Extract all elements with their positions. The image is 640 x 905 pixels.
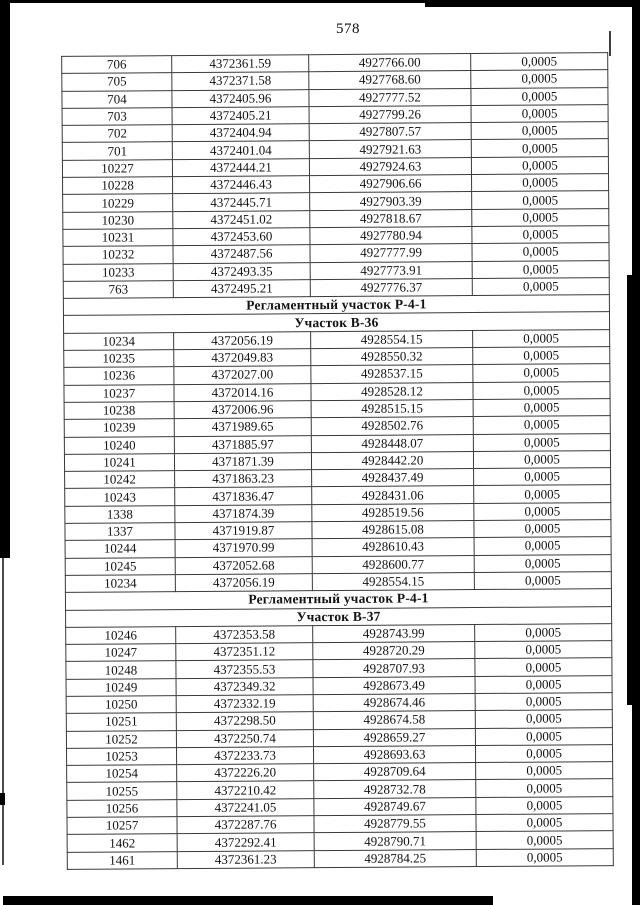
cell-x-coordinate: 4372226.20 [177,764,314,782]
cell-precision: 0,0005 [472,208,609,226]
cell-y-coordinate: 4928515.15 [311,399,473,417]
scan-artifact-top-right-edge [425,0,640,7]
cell-point-number: 10247 [66,644,176,662]
cell-precision: 0,0005 [474,554,611,572]
cell-precision: 0,0005 [474,502,611,520]
cell-point-number: 10241 [64,453,174,471]
cell-y-coordinate: 4927777.52 [309,88,471,106]
cell-y-coordinate: 4928550.32 [311,348,473,366]
cell-point-number: 10256 [67,799,177,817]
section-title: Участок В-37 [66,606,612,627]
cell-y-coordinate: 4928431.06 [312,486,474,504]
cell-precision: 0,0005 [475,710,612,728]
cell-point-number: 10236 [64,367,174,385]
cell-y-coordinate: 4927906.66 [310,175,472,193]
cell-point-number: 10232 [63,246,173,264]
scan-artifact-left-mark [0,793,5,805]
cell-x-coordinate: 4371970.99 [175,539,312,557]
cell-x-coordinate: 4371989.65 [174,418,311,436]
cell-x-coordinate: 4372014.16 [174,383,311,401]
cell-point-number: 704 [62,90,172,108]
cell-y-coordinate: 4928659.27 [313,728,475,746]
cell-point-number: 10249 [66,678,176,696]
cell-x-coordinate: 4372056.19 [174,331,311,349]
cell-y-coordinate: 4928749.67 [314,797,476,815]
cell-precision: 0,0005 [473,329,610,347]
cell-point-number: 10243 [65,488,175,506]
cell-y-coordinate: 4927903.39 [310,192,472,210]
cell-y-coordinate: 4928615.08 [312,521,474,539]
cell-x-coordinate: 4372361.23 [177,850,314,868]
cell-point-number: 10244 [65,540,175,558]
cell-y-coordinate: 4927807.57 [309,123,471,141]
cell-precision: 0,0005 [472,191,609,209]
cell-point-number: 10255 [67,782,177,800]
cell-y-coordinate: 4928674.58 [313,711,475,729]
cell-y-coordinate: 4927777.99 [310,244,472,262]
cell-x-coordinate: 4371863.23 [175,470,312,488]
cell-precision: 0,0005 [474,571,611,589]
cell-x-coordinate: 4371919.87 [175,522,312,540]
cell-y-coordinate: 4928502.76 [311,417,473,435]
cell-precision: 0,0005 [475,641,612,659]
cell-point-number: 706 [62,56,172,74]
cell-point-number: 1337 [65,523,175,541]
cell-point-number: 10234 [64,332,174,350]
scan-artifact-right-edge-wide [627,275,640,705]
cell-point-number: 10227 [62,159,172,177]
cell-precision: 0,0005 [472,226,609,244]
cell-point-number: 10254 [67,765,177,783]
cell-precision: 0,0005 [472,277,609,295]
cell-y-coordinate: 4927818.67 [310,209,472,227]
cell-x-coordinate: 4372451.02 [173,210,310,228]
cell-y-coordinate: 4928448.07 [311,434,473,452]
cell-y-coordinate: 4928743.99 [313,624,475,642]
cell-point-number: 10240 [64,436,174,454]
cell-y-coordinate: 4928519.56 [312,503,474,521]
cell-y-coordinate: 4927773.91 [310,261,472,279]
cell-point-number: 10229 [63,194,173,212]
coordinates-table [61,52,614,870]
cell-x-coordinate: 4372371.58 [172,72,309,90]
cell-precision: 0,0005 [471,139,608,157]
cell-y-coordinate: 4928790.71 [314,832,476,850]
cell-y-coordinate: 4928779.55 [314,815,476,833]
cell-point-number: 1462 [67,834,177,852]
scan-artifact-bottom-edge [3,896,493,905]
cell-precision: 0,0005 [471,70,608,88]
section-title: Участок В-36 [63,312,609,333]
cell-point-number: 10234 [65,575,175,593]
cell-point-number: 703 [62,108,172,126]
cell-precision: 0,0005 [475,693,612,711]
cell-point-number: 702 [62,125,172,143]
cell-x-coordinate: 4372027.00 [174,366,311,384]
cell-x-coordinate: 4372052.68 [175,556,312,574]
cell-y-coordinate: 4928554.15 [312,572,474,590]
cell-point-number: 1338 [65,505,175,523]
cell-y-coordinate: 4928674.46 [313,694,475,712]
cell-point-number: 10230 [63,211,173,229]
cell-precision: 0,0005 [473,450,610,468]
cell-precision: 0,0005 [474,537,611,555]
cell-precision: 0,0005 [471,87,608,105]
coordinates-table-body [62,53,614,870]
cell-x-coordinate: 4372444.21 [172,158,309,176]
cell-precision: 0,0005 [473,399,610,417]
cell-x-coordinate: 4372250.74 [176,729,313,747]
cell-y-coordinate: 4928784.25 [314,849,476,867]
cell-y-coordinate: 4928610.43 [312,538,474,556]
scan-artifact-left-edge-thin [2,558,4,865]
cell-y-coordinate: 4928707.93 [313,659,475,677]
cell-point-number: 10257 [67,817,177,835]
cell-y-coordinate: 4928673.49 [313,676,475,694]
cell-precision: 0,0005 [472,174,609,192]
cell-x-coordinate: 4372487.56 [173,245,310,263]
cell-precision: 0,0005 [476,762,613,780]
cell-x-coordinate: 4371885.97 [174,435,311,453]
cell-x-coordinate: 4372361.59 [172,55,309,73]
cell-x-coordinate: 4372332.19 [176,695,313,713]
cell-precision: 0,0005 [475,675,612,693]
cell-x-coordinate: 4372495.21 [173,280,310,298]
cell-x-coordinate: 4372241.05 [177,798,314,816]
cell-x-coordinate: 4372287.76 [177,816,314,834]
cell-x-coordinate: 4372405.21 [172,107,309,125]
cell-y-coordinate: 4927776.37 [310,278,472,296]
cell-precision: 0,0005 [474,485,611,503]
cell-point-number: 10250 [66,696,176,714]
cell-y-coordinate: 4927799.26 [309,105,471,123]
cell-x-coordinate: 4372405.96 [172,89,309,107]
cell-y-coordinate: 4927921.63 [309,140,471,158]
cell-y-coordinate: 4928554.15 [311,330,473,348]
cell-point-number: 10238 [64,402,174,420]
cell-x-coordinate: 4372355.53 [176,660,313,678]
cell-x-coordinate: 4372351.12 [176,643,313,661]
section-title: Регламентный участок Р-4-1 [63,295,609,316]
cell-point-number: 10245 [65,557,175,575]
cell-y-coordinate: 4927768.60 [309,71,471,89]
cell-point-number: 10251 [66,713,176,731]
cell-y-coordinate: 4928693.63 [313,745,475,763]
cell-point-number: 10253 [66,748,176,766]
cell-precision: 0,0005 [473,433,610,451]
cell-y-coordinate: 4927766.00 [309,54,471,72]
cell-x-coordinate: 4372049.83 [174,349,311,367]
cell-x-coordinate: 4372404.94 [172,124,309,142]
cell-point-number: 701 [62,142,172,160]
cell-x-coordinate: 4372006.96 [174,401,311,419]
cell-point-number: 1461 [67,851,177,869]
cell-precision: 0,0005 [475,623,612,641]
cell-precision: 0,0005 [474,520,611,538]
cell-precision: 0,0005 [472,260,609,278]
cell-x-coordinate: 4372292.41 [177,833,314,851]
cell-precision: 0,0005 [471,104,608,122]
cell-precision: 0,0005 [476,779,613,797]
cell-x-coordinate: 4372453.60 [173,228,310,246]
cell-x-coordinate: 4372401.04 [172,141,309,159]
cell-precision: 0,0005 [476,848,613,866]
cell-point-number: 10242 [65,471,175,489]
cell-x-coordinate: 4372233.73 [176,747,313,765]
cell-precision: 0,0005 [473,364,610,382]
cell-y-coordinate: 4928528.12 [311,382,473,400]
cell-y-coordinate: 4927924.63 [309,157,471,175]
cell-precision: 0,0005 [474,468,611,486]
cell-y-coordinate: 4928720.29 [313,642,475,660]
cell-y-coordinate: 4928600.77 [312,555,474,573]
cell-y-coordinate: 4928732.78 [314,780,476,798]
section-title: Регламентный участок Р-4-1 [65,589,611,610]
cell-point-number: 10252 [66,730,176,748]
cell-point-number: 763 [63,281,173,299]
cell-precision: 0,0005 [476,814,613,832]
cell-y-coordinate: 4928537.15 [311,365,473,383]
cell-x-coordinate: 4372056.19 [175,574,312,592]
cell-precision: 0,0005 [476,796,613,814]
cell-x-coordinate: 4372210.42 [177,781,314,799]
cell-precision: 0,0005 [471,156,608,174]
scan-artifact-left-edge [0,2,10,558]
cell-precision: 0,0005 [473,381,610,399]
cell-x-coordinate: 4372298.50 [176,712,313,730]
cell-y-coordinate: 4928437.49 [312,469,474,487]
cell-point-number: 10239 [64,419,174,437]
cell-x-coordinate: 4372446.43 [173,176,310,194]
cell-x-coordinate: 4371836.47 [175,487,312,505]
cell-y-coordinate: 4928709.64 [314,763,476,781]
cell-point-number: 10228 [63,177,173,195]
cell-precision: 0,0005 [475,658,612,676]
cell-precision: 0,0005 [471,53,608,71]
cell-precision: 0,0005 [475,727,612,745]
cell-y-coordinate: 4927780.94 [310,227,472,245]
cell-point-number: 10246 [66,626,176,644]
cell-point-number: 705 [62,73,172,91]
cell-precision: 0,0005 [475,744,612,762]
cell-point-number: 10248 [66,661,176,679]
cell-x-coordinate: 4372349.32 [176,677,313,695]
cell-precision: 0,0005 [473,347,610,365]
cell-x-coordinate: 4371871.39 [174,453,311,471]
cell-point-number: 10237 [64,384,174,402]
table-row [67,848,613,869]
page-number: 578 [336,21,360,37]
cell-y-coordinate: 4928442.20 [311,451,473,469]
cell-point-number: 10233 [63,263,173,281]
cell-x-coordinate: 4372493.35 [173,262,310,280]
cell-x-coordinate: 4372353.58 [176,625,313,643]
cell-precision: 0,0005 [476,831,613,849]
cell-x-coordinate: 4371874.39 [175,504,312,522]
cell-x-coordinate: 4372445.71 [173,193,310,211]
cell-point-number: 10235 [64,350,174,368]
cell-precision: 0,0005 [473,416,610,434]
cell-precision: 0,0005 [472,243,609,261]
cell-point-number: 10231 [63,229,173,247]
cell-precision: 0,0005 [471,122,608,140]
